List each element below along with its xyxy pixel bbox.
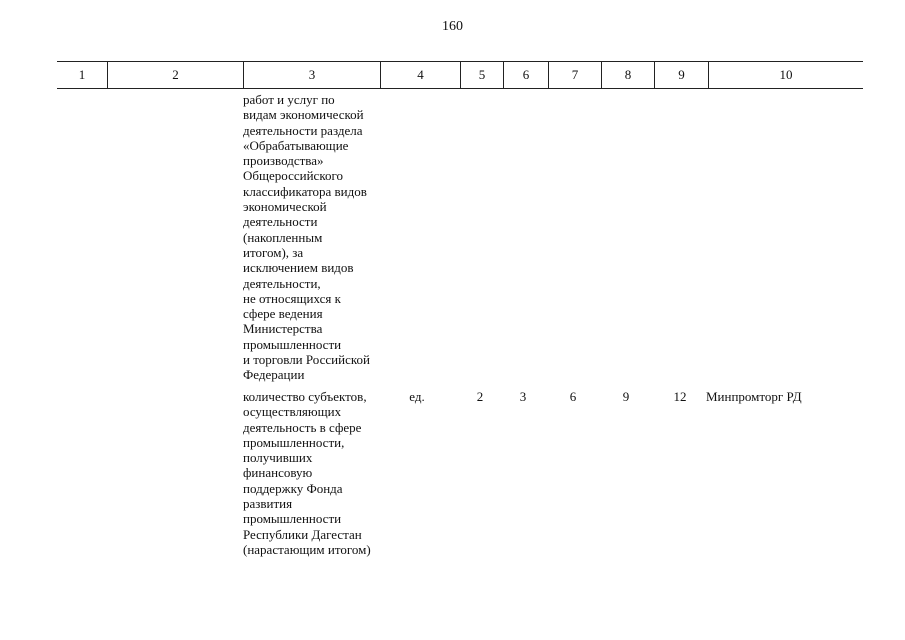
column-header-4: 4 — [380, 62, 460, 88]
value-cell-col5: 2 — [476, 389, 484, 404]
table-header — [57, 61, 863, 89]
column-header-10: 10 — [708, 62, 863, 88]
responsible-cell: Минпромторг РД — [706, 389, 802, 404]
column-header-9: 9 — [654, 62, 708, 88]
indicator-text-row-1: работ и услуг по видам экономической деятельности раздела «Обрабатывающие производства» Общероссийского классификатора видов экономической деятельности (накопленным итогом), за исключением видов деятельности, не относящихся к сфере ведения Министерства промышленности и торговли Российской Федерации — [243, 92, 370, 383]
column-header-1: 1 — [78, 67, 86, 82]
value-cell-col6: 3 — [519, 389, 527, 404]
column-header-2: 2 — [107, 62, 243, 88]
value-cell-col9: 12 — [673, 389, 687, 404]
column-header-6: 6 — [503, 62, 548, 88]
unit-cell: ед. — [409, 389, 425, 404]
value-cell-col7: 6 — [569, 389, 577, 404]
column-header-3: 3 — [243, 62, 380, 88]
column-header-5: 5 — [460, 62, 503, 88]
indicator-text-row-2: количество субъектов, осуществляющих деятельность в сфере промышленности, получивших финансовую поддержку Фонда развития промышленности Республики Дагестан (нарастающим итогом) — [243, 389, 371, 557]
page-number: 160 — [442, 19, 463, 34]
column-header-7: 7 — [548, 62, 601, 88]
value-cell-col8: 9 — [622, 389, 630, 404]
column-header-8: 8 — [601, 62, 654, 88]
